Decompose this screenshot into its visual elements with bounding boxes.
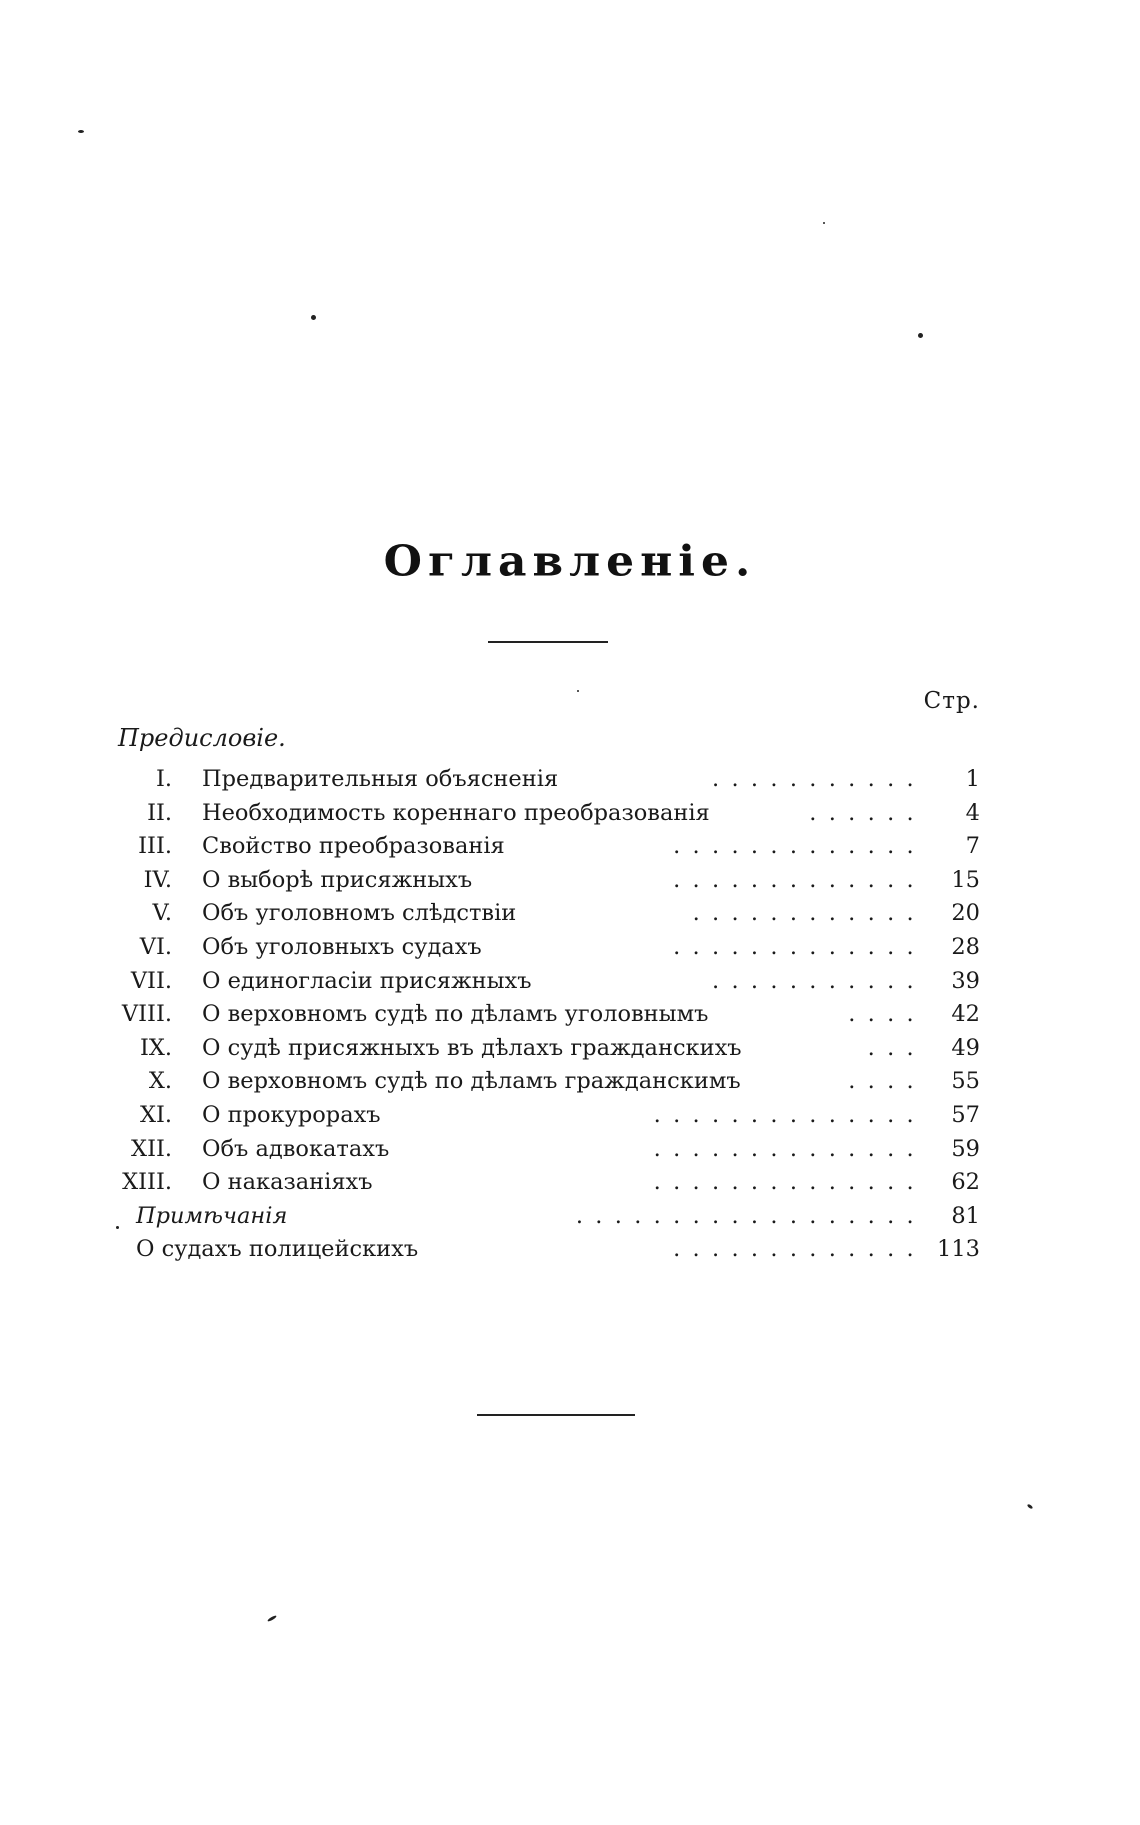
entry-number: VII. [130,967,172,994]
leader-dots: .............. [653,1169,926,1196]
toc-entry [118,763,980,797]
entry-label: О судахъ полицейскихъ [136,1236,419,1263]
toc-entry [118,1065,980,1099]
toc-entry [118,897,980,931]
entry-label: О единогласіи присяжныхъ [202,967,532,994]
toc-entry [118,1133,980,1167]
entry-number: VI. [139,933,172,960]
entry-number: IX. [139,1034,172,1061]
entry-label: Объ уголовномъ слѣдствіи [202,900,517,927]
entry-number: II. [147,799,172,826]
entry-page: 28 [951,933,980,960]
entry-page: 57 [951,1101,980,1128]
leader-dots: ............. [673,866,926,893]
entry-number: XIII. [122,1169,172,1196]
entry-label: Примѣчанія [136,1202,288,1229]
entry-label: О прокурорахъ [202,1101,381,1128]
toc-entry [118,797,980,831]
toc-entry [118,965,980,999]
leader-dots: ............. [673,833,926,860]
title-divider [488,641,608,643]
section-heading: Предисловіе. [118,724,286,752]
entry-label: Объ уголовныхъ судахъ [202,933,482,960]
entry-number: X. [148,1068,172,1095]
toc-entry [118,830,980,864]
leader-dots: ............. [673,1236,926,1263]
toc-entry [118,1200,980,1234]
entry-page: 81 [951,1202,980,1229]
entry-page: 42 [951,1001,980,1028]
entry-page: 4 [965,799,980,826]
entry-label: О верховномъ судѣ по дѣламъ гражданскимъ [202,1068,741,1095]
entry-page: 62 [951,1169,980,1196]
leader-dots: ...... [809,799,926,826]
entry-number: VIII. [121,1001,172,1028]
toc-entry [118,1032,980,1066]
entry-label: Предварительныя объясненія [202,766,559,792]
entry-page: 49 [951,1034,980,1061]
entry-label: О судѣ присяжныхъ въ дѣлахъ гражданскихъ [202,1034,742,1061]
entry-number: XII. [131,1135,172,1162]
toc-entry [118,998,980,1032]
leader-dots: .............. [653,1135,926,1162]
entry-page: 15 [951,866,980,893]
entry-number: V. [152,900,172,927]
entry-number: I. [155,766,172,792]
scan-speck [823,222,825,224]
leader-dots: ........... [712,766,926,792]
entry-label: Объ адвокатахъ [202,1135,390,1162]
leader-dots: .... [848,1068,926,1095]
leader-dots: ............ [692,900,926,927]
scan-speck [267,1615,277,1623]
entry-page: 20 [951,900,980,927]
entry-page: 113 [937,1236,980,1263]
scan-speck [78,130,84,133]
entry-label: О верховномъ судѣ по дѣламъ уголовнымъ [202,1001,709,1028]
leader-dots: ........... [712,967,926,994]
page-title: Оглавленіе. [383,537,757,586]
entry-page: 1 [965,766,980,792]
leader-dots: ............. [673,933,926,960]
toc-entries [118,763,980,1267]
entry-number: III. [138,833,172,860]
toc-entry [118,931,980,965]
scan-speck [577,690,579,692]
toc-entry [118,1233,980,1267]
scan-speck [1027,1504,1034,1510]
leader-dots: .... [848,1001,926,1028]
toc-entry [118,1166,980,1200]
toc-entry [118,1099,980,1133]
entry-label: О наказаніяхъ [202,1169,373,1196]
entry-number: XI. [139,1101,172,1128]
entry-label: О выборѣ присяжныхъ [202,866,473,893]
closing-divider [477,1414,635,1416]
entry-label: Свойство преобразованія [202,833,505,860]
leader-dots: .............. [653,1101,926,1128]
entry-label: Необходимость кореннаго преобразованія [202,799,710,826]
entry-page: 55 [951,1068,980,1095]
entry-page: 39 [951,967,980,994]
toc-entry [118,864,980,898]
page-column-header: Стр. [923,688,980,714]
entry-page: 7 [965,833,980,860]
entry-number: IV. [143,866,172,893]
entry-page: 59 [951,1135,980,1162]
leader-dots: .................. [575,1202,926,1229]
leader-dots: ... [867,1034,926,1061]
scan-speck [311,315,316,320]
scan-speck [918,333,923,338]
